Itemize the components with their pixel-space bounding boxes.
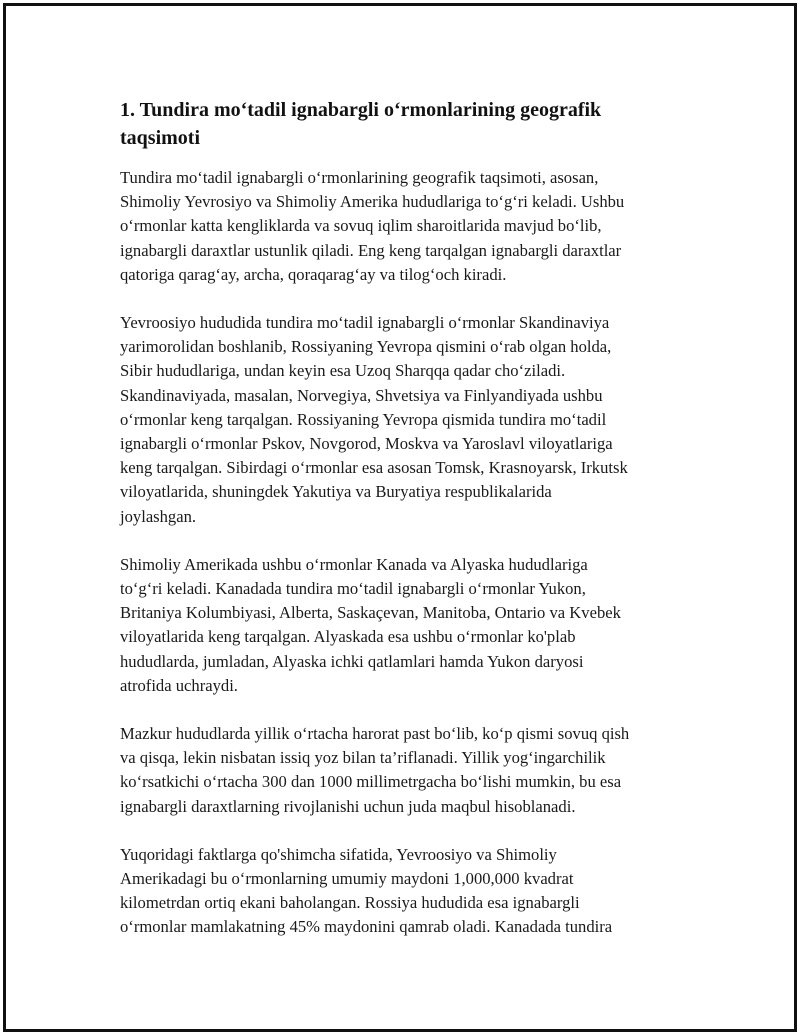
section-heading bbox=[120, 96, 690, 152]
text-line: o‘rmonlar keng tarqalgan. Rossiyaning Yevropa qismida tundira mo‘tadil bbox=[120, 409, 607, 429]
text-line: Mazkur hududlarda yillik o‘rtacha harorat past bo‘lib, ko‘p qismi sovuq qish bbox=[120, 724, 630, 744]
text-line: atrofida uchraydi. bbox=[120, 675, 238, 695]
paragraph-north-america bbox=[120, 553, 690, 698]
text-line: Yevroosiyo hududida tundira mo‘tadil ignabargli o‘rmonlar Skandinaviya bbox=[120, 313, 610, 333]
text-line: o‘rmonlar mamlakatning 45% maydonini qamrab oladi. Kanadada tundira bbox=[120, 917, 613, 937]
text-line: ignabargli o‘rmonlar Pskov, Novgorod, Moskva va Yaroslavl viloyatlariga bbox=[120, 434, 613, 454]
text-line: qatoriga qarag‘ay, archa, qoraqarag‘ay va tilog‘och kiradi. bbox=[120, 264, 507, 284]
text-line: viloyatlarida, shuningdek Yakutiya va Buryatiya respublikalarida bbox=[120, 482, 552, 502]
text-line: joylashgan. bbox=[120, 506, 197, 526]
text-line: kilometrdan ortiq ekani baholangan. Rossiya hududida esa ignabargli bbox=[120, 893, 580, 913]
text-line: Britaniya Kolumbiyasi, Alberta, Saskaçevan, Manitoba, Ontario va Kvebek bbox=[120, 603, 621, 623]
text-line: o‘rmonlar katta kengliklarda va sovuq iqlim sharoitlarida mavjud bo‘lib, bbox=[120, 216, 602, 236]
paragraph-area-facts bbox=[120, 843, 690, 940]
text-line: viloyatlarida keng tarqalgan. Alyaskada esa ushbu o‘rmonlar ko'plab bbox=[120, 627, 576, 647]
heading-line: 1. Tundira mo‘tadil ignabargli o‘rmonlarining geografik bbox=[120, 99, 602, 121]
text-line: Sibir hududlariga, undan keyin esa Uzoq Sharqqa qadar cho‘ziladi. bbox=[120, 361, 566, 381]
document-page bbox=[3, 3, 797, 1032]
paragraph-eurasia bbox=[120, 311, 690, 529]
text-line: Tundira mo‘tadil ignabargli o‘rmonlarining geografik taqsimoti, asosan, bbox=[120, 168, 599, 187]
text-line: to‘g‘ri keladi. Kanadada tundira mo‘tadil ignabargli o‘rmonlar Yukon, bbox=[120, 579, 586, 599]
text-line: ignabargli daraxtlar ustunlik qiladi. Eng keng tarqalgan ignabargli daraxtlar bbox=[120, 240, 622, 260]
text-line: yarimorolidan boshlanib, Rossiyaning Yevropa qismini o‘rab olgan holda, bbox=[120, 337, 612, 357]
text-line: Shimoliy Amerikada ushbu o‘rmonlar Kanada va Alyaska hududlariga bbox=[120, 554, 588, 574]
text-line: Shimoliy Yevrosiyo va Shimoliy Amerika hududlariga to‘g‘ri keladi. Ushbu bbox=[120, 192, 625, 212]
paragraph-geographic-overview bbox=[120, 166, 690, 287]
text-line: hududlarda, jumladan, Alyaska ichki qatlamlari hamda Yukon daryosi bbox=[120, 651, 584, 671]
heading-line: taqsimoti bbox=[120, 127, 200, 149]
text-line: Yuqoridagi faktlarga qo'shimcha sifatida, Yevroosiyo va Shimoliy bbox=[120, 844, 557, 864]
paragraph-climate bbox=[120, 722, 690, 819]
text-line: ko‘rsatkichi o‘rtacha 300 dan 1000 millimetrgacha bo‘lishi mumkin, bu esa bbox=[120, 772, 622, 792]
document-content bbox=[120, 96, 690, 964]
text-line: keng tarqalgan. Sibirdagi o‘rmonlar esa asosan Tomsk, Krasnoyarsk, Irkutsk bbox=[120, 458, 628, 478]
text-line: va qisqa, lekin nisbatan issiq yoz bilan ta’riflanadi. Yillik yog‘ingarchilik bbox=[120, 748, 606, 768]
text-line: ignabargli daraxtlarning rivojlanishi uchun juda maqbul hisoblanadi. bbox=[120, 796, 576, 816]
text-line: Skandinaviyada, masalan, Norvegiya, Shvetsiya va Finlyandiyada ushbu bbox=[120, 385, 603, 405]
text-line: Amerikadagi bu o‘rmonlarning umumiy maydoni 1,000,000 kvadrat bbox=[120, 869, 574, 889]
